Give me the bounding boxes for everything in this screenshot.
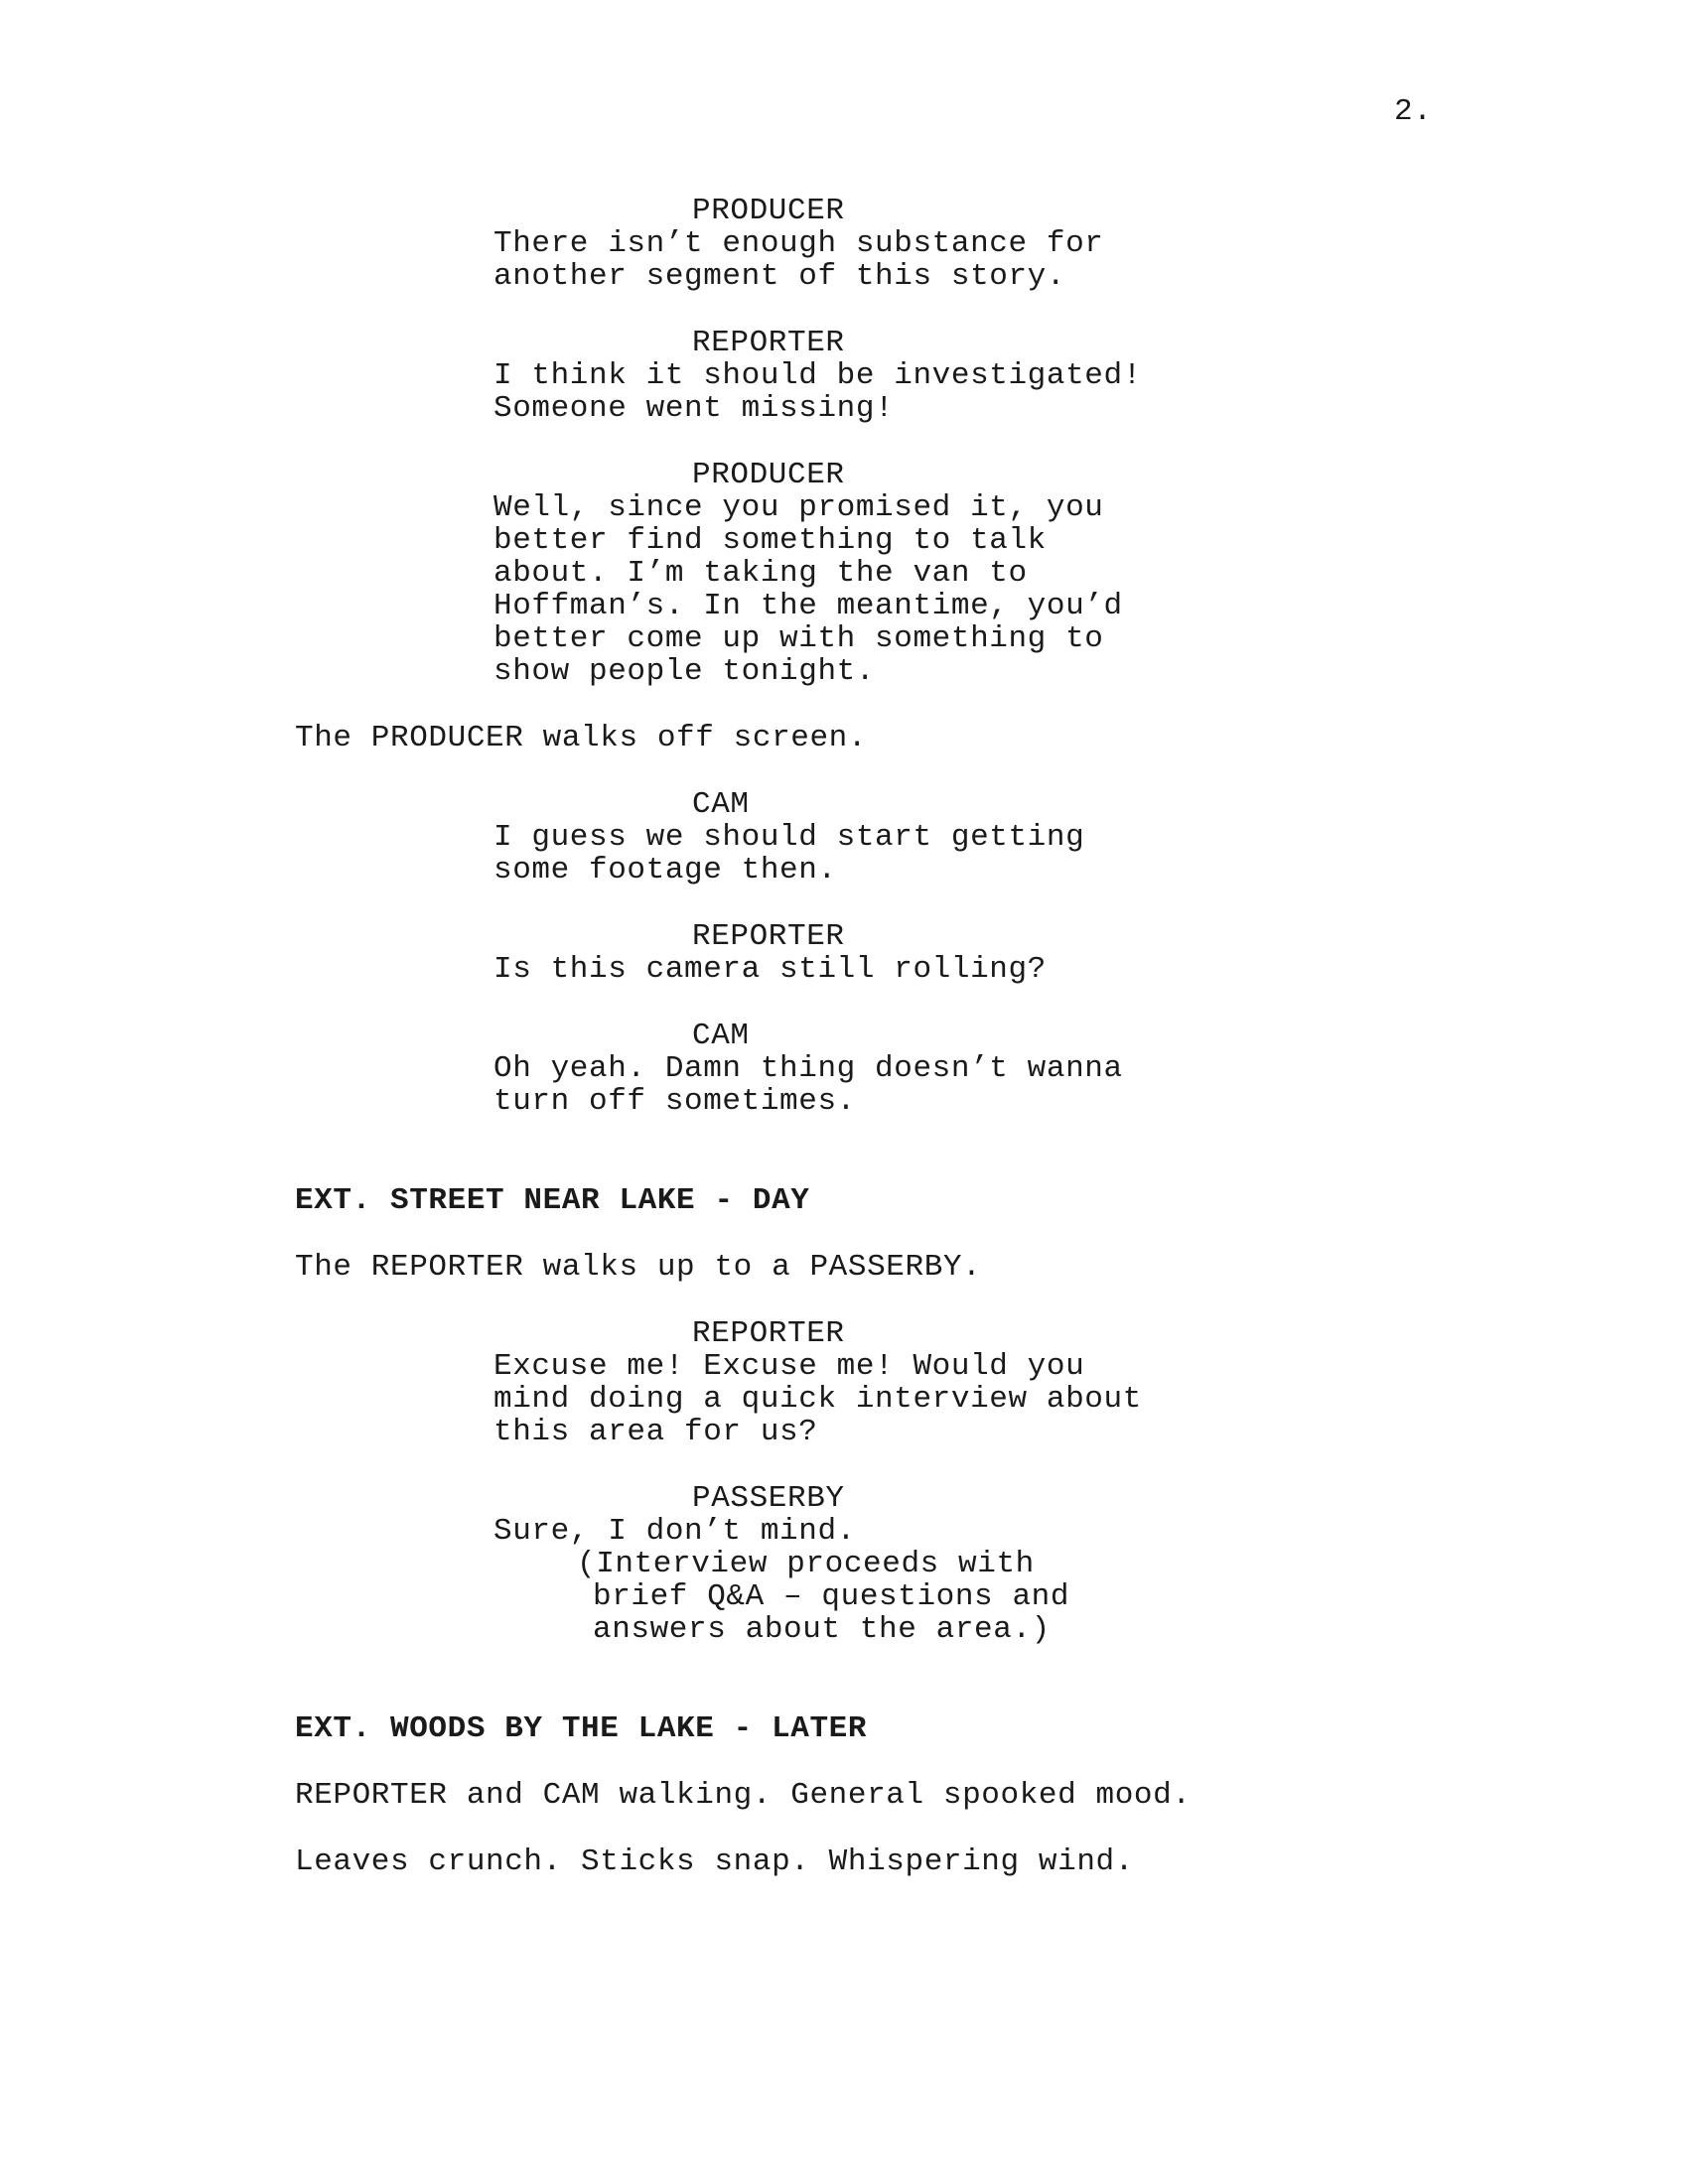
dialogue-line: another segment of this story. bbox=[493, 259, 1066, 294]
dialogue-line: show people tonight. bbox=[493, 654, 876, 689]
character-cue: REPORTER bbox=[692, 919, 845, 954]
dialogue-line: Hoffman’s. In the meantime, you’d bbox=[493, 589, 1123, 623]
dialogue-line: Someone went missing! bbox=[493, 391, 895, 426]
dialogue-line: Is this camera still rolling? bbox=[493, 952, 1047, 987]
dialogue-line: turn off sometimes. bbox=[493, 1084, 856, 1119]
dialogue-line: Oh yeah. Damn thing doesn’t wanna bbox=[493, 1051, 1123, 1086]
dialogue-line: Sure, I don’t mind. bbox=[493, 1514, 856, 1549]
scene-heading: EXT. WOODS BY THE LAKE - LATER bbox=[295, 1711, 868, 1746]
dialogue-line: There isn’t enough substance for bbox=[493, 226, 1104, 261]
character-cue: REPORTER bbox=[692, 1316, 845, 1351]
dialogue-line: some footage then. bbox=[493, 853, 837, 887]
character-cue: PASSERBY bbox=[692, 1481, 845, 1516]
action-line: The PRODUCER walks off screen. bbox=[295, 721, 868, 755]
action-line: REPORTER and CAM walking. General spooked mood. bbox=[295, 1778, 1192, 1813]
scene-heading: EXT. STREET NEAR LAKE - DAY bbox=[295, 1183, 810, 1218]
dialogue-line: I guess we should start getting bbox=[493, 820, 1085, 855]
dialogue-line: Well, since you promised it, you bbox=[493, 490, 1104, 525]
parenthetical-line: brief Q&A – questions and bbox=[593, 1579, 1070, 1614]
dialogue-line: about. I’m taking the van to bbox=[493, 556, 1028, 591]
action-line: Leaves crunch. Sticks snap. Whispering wind. bbox=[295, 1844, 1134, 1879]
dialogue-line: Excuse me! Excuse me! Would you bbox=[493, 1349, 1085, 1384]
dialogue-line: this area for us? bbox=[493, 1415, 818, 1449]
character-cue: CAM bbox=[692, 1019, 750, 1053]
character-cue: PRODUCER bbox=[692, 194, 845, 228]
dialogue-line: I think it should be investigated! bbox=[493, 358, 1142, 393]
page-number: 2. bbox=[1394, 94, 1433, 129]
parenthetical-line: (Interview proceeds with bbox=[577, 1547, 1035, 1581]
dialogue-line: better find something to talk bbox=[493, 523, 1047, 558]
dialogue-line: mind doing a quick interview about bbox=[493, 1382, 1142, 1417]
action-line: The REPORTER walks up to a PASSERBY. bbox=[295, 1250, 982, 1285]
character-cue: REPORTER bbox=[692, 326, 845, 360]
dialogue-line: better come up with something to bbox=[493, 621, 1104, 656]
character-cue: PRODUCER bbox=[692, 458, 845, 492]
character-cue: CAM bbox=[692, 787, 750, 822]
parenthetical-line: answers about the area.) bbox=[593, 1612, 1051, 1647]
